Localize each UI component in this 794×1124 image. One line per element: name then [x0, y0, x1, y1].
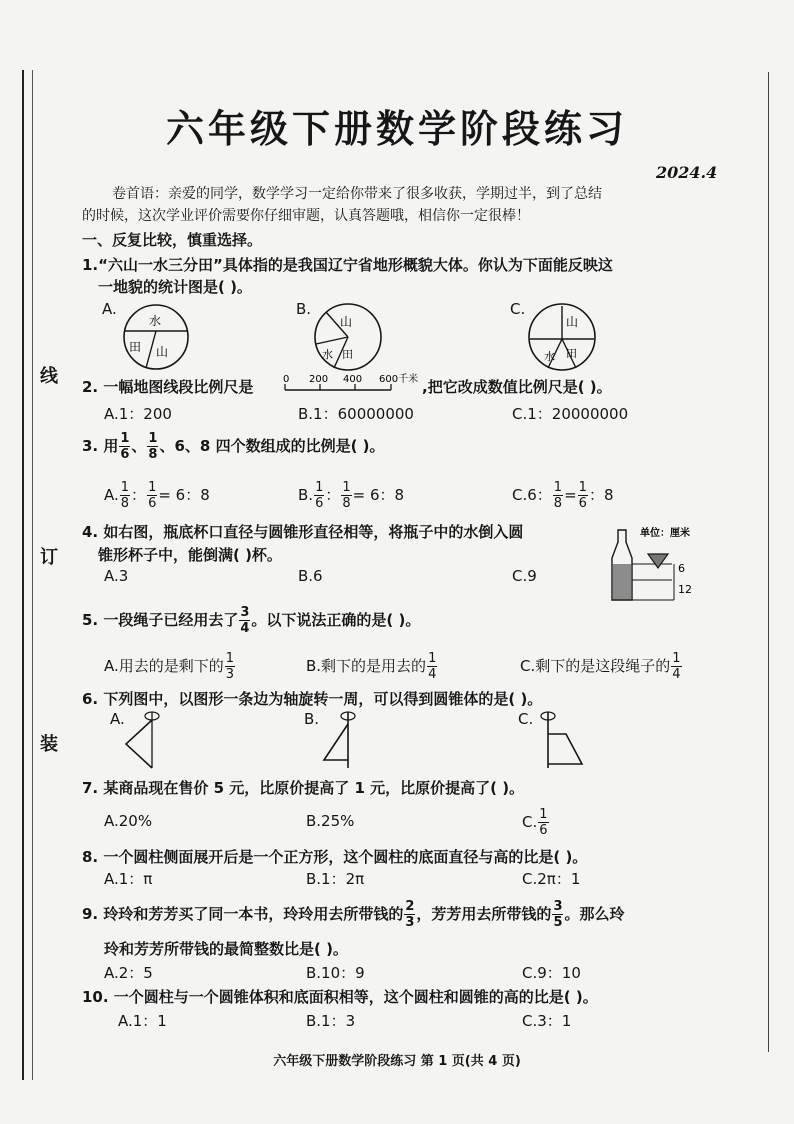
q1-pie-a	[118, 304, 194, 370]
q7-stem: 7. 某商品现在售价 5 元，比原价提高了 1 元，比原价提高了( )。	[82, 779, 525, 797]
q7-option-a: A.20%	[104, 812, 153, 830]
q3-stem: 3. 用 $\frac{1}{6}$ 、 $\frac{1}{8}$ 、6、8 四个数组成的比例是( )。	[82, 431, 385, 462]
q8-stem: 8. 一个圆柱侧面展开后是一个正方形，这个圆柱的底面直径与高的比是( )。	[82, 848, 588, 866]
q5-option-a: A.用去的是剩下的 $\frac{1}{3}$	[104, 651, 235, 682]
q5-option-c: C.剩下的是这段绳子的 $\frac{1}{4}$	[520, 651, 681, 682]
q4-option-c: C.9	[512, 567, 537, 585]
q1-c-label-tian: 田	[566, 347, 577, 360]
q8-option-a: A.1：π	[104, 870, 153, 888]
q3-option-c: C.6： $\frac{1}{8}$ = $\frac{1}{6}$ ：8	[512, 480, 614, 511]
q4-height-bottle: 12	[678, 583, 692, 596]
q3-stem-post: 、6、8 四个数组成的比例是( )。	[159, 437, 385, 455]
q3-stem-pre: 3. 用	[82, 437, 119, 455]
q6-stem: 6. 下列图中，以图形一条边为轴旋转一周，可以得到圆锥体的是( )。	[82, 690, 543, 708]
q2-tick-600: 600千米	[379, 374, 419, 385]
page-footer: 六年级下册数学阶段练习 第 1 页(共 4 页)	[273, 1054, 521, 1069]
q1-pie-b	[312, 302, 384, 372]
q2-option-a: A.1：200	[104, 405, 172, 423]
binding-label-ding: 订	[40, 547, 58, 568]
q1-c-label-shui: 水	[544, 350, 555, 363]
intro-line-2: 的时候，这次学业评价需要你仔细审题，认真答题哦，相信你一定很棒！	[82, 208, 530, 224]
q6-figure-c	[530, 708, 594, 770]
q10-option-c: C.3：1	[522, 1012, 572, 1030]
q1-option-c: C.	[510, 300, 526, 318]
q1-a-label-shan: 山	[156, 345, 169, 359]
q9-stem-line-2: 玲和芳芳所带钱的最简整数比是( )。	[104, 940, 348, 958]
exam-date: 2024.4	[656, 163, 718, 182]
q4-stem-line-2: 锥形杯子中，能倒满( )杯。	[98, 546, 282, 564]
q4-option-b: B.6	[298, 567, 323, 585]
q2-option-b: B.1：60000000	[298, 405, 414, 423]
q2-scale-bar	[283, 370, 433, 394]
q1-option-a: A.	[102, 300, 117, 318]
q10-option-b: B.1：3	[306, 1012, 356, 1030]
q2-stem-end: ,把它改成数值比例尺是( )。	[422, 378, 612, 396]
q4-unit-label: 单位：厘米	[640, 528, 690, 539]
q1-option-b: B.	[296, 300, 312, 318]
intro-line-1: 卷首语：亲爱的同学，数学学习一定给你带来了很多收获，学期过半，到了总结	[112, 186, 602, 202]
q3-option-a: A. $\frac{1}{8}$ ： $\frac{1}{6}$ = 6：8	[104, 480, 210, 511]
q6-option-a: A.	[110, 710, 125, 728]
q4-height-cup: 6	[678, 562, 685, 575]
q6-figure-a	[120, 708, 170, 770]
q2-tick-200: 200	[309, 374, 329, 385]
q10-stem: 10. 一个圆柱与一个圆锥体积和底面积相等，这个圆柱和圆锥的高的比是( )。	[82, 988, 598, 1006]
page-title: 六年级下册数学阶段练习	[165, 106, 628, 151]
q3-frac-1: $\frac{1}{6}$	[120, 431, 130, 462]
q1-stem-line-1: 1.“六山一水三分田”具体指的是我国辽宁省地形概貌大体。你认为下面能反映这	[82, 256, 613, 274]
binding-line-inner	[32, 70, 33, 1080]
q1-b-label-tian: 田	[342, 348, 353, 361]
q1-b-label-shan: 山	[340, 315, 353, 329]
q6-option-b: B.	[304, 710, 320, 728]
q1-pie-c	[526, 302, 598, 372]
q1-a-label-tian: 田	[129, 340, 142, 354]
q5-stem: 5. 一段绳子已经用去了 $\frac{3}{4}$ 。以下说法正确的是( )。	[82, 605, 421, 636]
q6-figure-b	[316, 708, 366, 770]
q8-option-b: B.1：2π	[306, 870, 365, 888]
binding-line	[22, 70, 24, 1080]
q7-option-c: C. $\frac{1}{6}$	[522, 807, 548, 838]
q1-stem-line-2: 一地貌的统计图是( )。	[98, 278, 252, 296]
q8-option-c: C.2π：1	[522, 870, 581, 888]
q4-stem-line-1: 4. 如右图，瓶底杯口直径与圆锥形直径相等，将瓶子中的水倒入圆	[82, 523, 524, 541]
section-1-heading: 一、反复比较，慎重选择。	[82, 231, 263, 249]
q1-a-label-shui: 水	[149, 314, 162, 328]
right-margin-line	[768, 72, 769, 1052]
q9-stem-line-1: 9. 玲玲和芳芳买了同一本书，玲玲用去所带钱的 $\frac{2}{3}$ ，芳芳用去所带钱的 $\frac{3}{5}$ 。那么玲	[82, 899, 625, 930]
q10-option-a: A.1：1	[118, 1012, 167, 1030]
q5-option-b: B.剩下的是用去的 $\frac{1}{4}$	[306, 651, 437, 682]
q1-c-label-shan: 山	[566, 315, 579, 329]
q4-bottle-figure	[604, 520, 716, 604]
q3-frac-2: $\frac{1}{8}$	[148, 431, 158, 462]
q9-option-a: A.2：5	[104, 964, 153, 982]
binding-label-zhuang: 装	[40, 734, 58, 755]
q2-tick-400: 400	[343, 374, 363, 385]
q2-tick-0: 0	[283, 374, 290, 385]
q2-stem-start: 2. 一幅地图线段比例尺是	[82, 378, 254, 396]
q9-option-b: B.10：9	[306, 964, 365, 982]
q1-b-label-shui: 水	[322, 348, 333, 361]
q9-option-c: C.9：10	[522, 964, 581, 982]
q7-option-b: B.25%	[306, 812, 355, 830]
binding-label-xian: 线	[40, 366, 58, 387]
q6-option-c: C.	[518, 710, 534, 728]
q4-option-a: A.3	[104, 567, 129, 585]
q2-option-c: C.1：20000000	[512, 405, 629, 423]
q3-option-b: B. $\frac{1}{6}$ ： $\frac{1}{8}$ = 6：8	[298, 480, 405, 511]
